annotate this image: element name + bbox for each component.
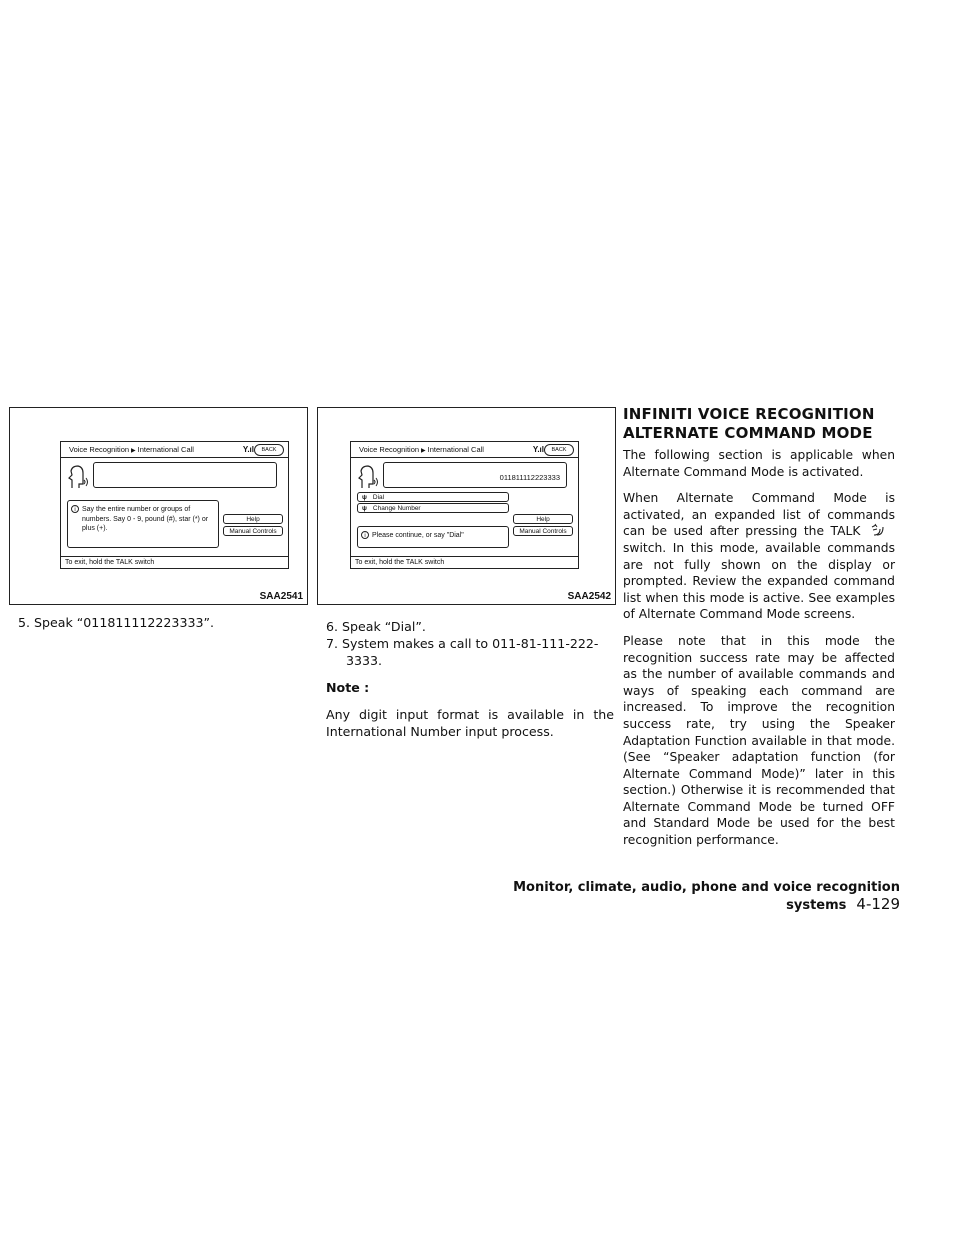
step-7-cont: 3333. [346, 653, 383, 668]
note-text: Any digit input format is available in the International Number input process. [326, 707, 614, 739]
voice-face-icon [67, 464, 89, 490]
para-2 [623, 490, 895, 623]
note-label: Note : [326, 680, 370, 695]
para-1: The following section is applicable when Alternate Command Mode is activated. [623, 448, 895, 479]
command-dial[interactable] [357, 492, 509, 502]
help-button[interactable] [223, 514, 283, 524]
figure-saa2541 [9, 407, 308, 605]
prompt-message: Please continue, or say "Dial" [372, 532, 464, 539]
talk-switch-icon [870, 523, 892, 537]
prompt-message: Say the entire number or groups of numbers. Say 0 - 9, pound (#), star (*) or plus (+). [82, 506, 209, 532]
vr-screen [60, 441, 289, 569]
para-2-part-2: switch. In this mode, available commands are not fully shown on the display or prompted. Review the expanded command list when this mode is active. See examples of Alternate Command Mode screens. [623, 540, 895, 622]
number-display [93, 462, 277, 488]
footer-section-title: Monitor, climate, audio, phone and voice recognition systems [513, 880, 900, 913]
step-7-line1: 7. System makes a call to 011-81-111-222- [326, 636, 599, 651]
back-label: BACK [551, 447, 567, 453]
command-change-label: Change Number [372, 505, 421, 512]
screen-title: Voice Recognition [69, 445, 130, 454]
info-icon: i [361, 531, 369, 539]
column-1 [18, 614, 308, 631]
page-number: 4-129 [856, 895, 900, 913]
voice-face-icon [357, 464, 379, 490]
heading-line-2: ALTERNATE COMMAND MODE [623, 424, 873, 442]
entered-number: 011811112223333 [499, 473, 560, 482]
exit-instruction: To exit, hold the TALK switch [351, 556, 578, 568]
screen-subtitle: International Call [427, 445, 484, 454]
step-7 [326, 635, 614, 652]
prompt-message-box [357, 526, 509, 548]
column-2 [326, 618, 614, 750]
page-footer [470, 880, 900, 913]
screen-title: Voice Recognition [359, 445, 420, 454]
info-icon: i [71, 505, 79, 513]
vr-screen [350, 441, 579, 569]
figure-label: SAA2542 [567, 591, 611, 602]
back-button[interactable] [254, 444, 284, 456]
manual-controls-label: Manual Controls [229, 528, 277, 535]
para-2-part-1: When Alternate Command Mode is activated, an expanded list of commands can be used after pressing the TALK [623, 491, 895, 539]
column-3 [623, 447, 895, 859]
manual-controls-button[interactable] [513, 526, 573, 536]
step-6: 6. Speak “Dial”. [326, 619, 426, 634]
signal-strength-icon: Y.ıl [532, 445, 544, 454]
help-label: Help [246, 516, 260, 523]
para-3: Please note that in this mode the recognition success rate may be affected as the number of available commands and ways of speaking each command are increased. To improve the recognition success rate, try using the Speaker Adaptation Function available in that mode. (See “Speaker adaptation function (for Alternate Command Mode)” later in this section.) Otherwise it is recommended that Alternate Command Mode be turned OFF and Standard Mode be used for the best recognition performance. [623, 633, 895, 848]
help-label: Help [536, 516, 550, 523]
mic-icon: ψ [362, 494, 367, 501]
signal-strength-icon: Y.ıl [242, 445, 254, 454]
screen-header [351, 442, 578, 458]
screen-header [61, 442, 288, 458]
prompt-message-box [67, 500, 219, 548]
figure-label: SAA2541 [259, 591, 303, 602]
mic-icon: ψ [362, 505, 367, 512]
exit-instruction: To exit, hold the TALK switch [61, 556, 288, 568]
command-dial-label: Dial [372, 494, 385, 501]
breadcrumb-arrow-icon: ▶ [131, 448, 136, 454]
back-label: BACK [261, 447, 277, 453]
section-heading [623, 405, 923, 443]
step-5: 5. Speak “011811112223333”. [18, 615, 215, 630]
screen-subtitle: International Call [137, 445, 194, 454]
command-change-number[interactable] [357, 503, 509, 513]
help-button[interactable] [513, 514, 573, 524]
manual-controls-button[interactable] [223, 526, 283, 536]
number-display [383, 462, 567, 488]
manual-controls-label: Manual Controls [519, 528, 567, 535]
back-button[interactable] [544, 444, 574, 456]
figure-saa2542 [317, 407, 616, 605]
breadcrumb-arrow-icon: ▶ [421, 448, 426, 454]
heading-line-1: INFINITI VOICE RECOGNITION [623, 405, 875, 423]
